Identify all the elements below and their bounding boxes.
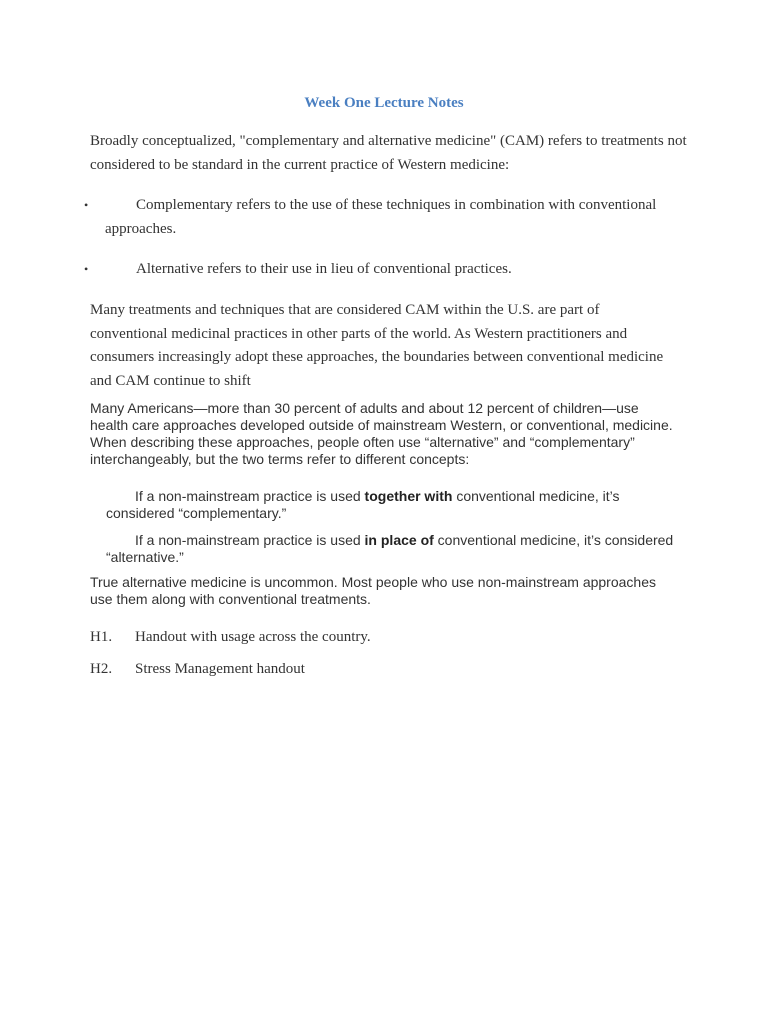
intro-paragraph: Broadly conceptualized, "complementary and alternative medicine" (CAM) refers to treatments not considered to be standard in the current practice of Western medicine:	[90, 133, 687, 173]
definition-text: conventional medicine, it’s considered “alternative.”	[106, 532, 674, 565]
americans-paragraph: Many Americans—more than 30 percent of adults and about 12 percent of children—use health care approaches developed outside of mainstream Western, or conventional, medicine. When describing these approaches, people often use “alternative” and “complementary” interchangeably, but the two terms refer to different concepts:	[90, 400, 673, 467]
bullet-icon: •	[84, 262, 89, 276]
definition-text: If a non-mainstream practice is used	[135, 488, 365, 504]
handout-label: Handout with usage across the country.	[135, 629, 371, 645]
handout-number: H2.	[90, 661, 113, 677]
definition-emphasis: in place of	[364, 532, 434, 548]
handout-number: H1.	[90, 629, 113, 645]
bullet-text: Complementary refers to the use of these techniques in combination with conventional approaches.	[105, 197, 657, 237]
document-title: Week One Lecture Notes	[304, 95, 464, 111]
bullet-complementary	[84, 193, 674, 241]
handout-item-h2	[90, 659, 680, 679]
handout-label: Stress Management handout	[135, 661, 305, 677]
complementary-definition	[106, 488, 680, 522]
definition-emphasis: together with	[364, 488, 453, 504]
bullet-icon: •	[84, 198, 89, 212]
definition-text: conventional medicine, it’s considered “complementary.”	[106, 488, 620, 521]
bullet-text: Alternative refers to their use in lieu of conventional practices.	[136, 261, 512, 277]
alternative-definition	[106, 532, 680, 566]
uncommon-paragraph: True alternative medicine is uncommon. Most people who use non-mainstream approaches use them along with conventional treatments.	[90, 574, 656, 607]
handout-item-h1	[90, 627, 680, 647]
cam-shift-paragraph: Many treatments and techniques that are considered CAM within the U.S. are part of conventional medicinal practices in other parts of the world. As Western practitioners and consumers increasingly adopt these approaches, the boundaries between conventional medicine and CAM continue to shift	[90, 302, 664, 389]
definition-text: If a non-mainstream practice is used	[135, 532, 365, 548]
bullet-alternative	[84, 257, 674, 281]
